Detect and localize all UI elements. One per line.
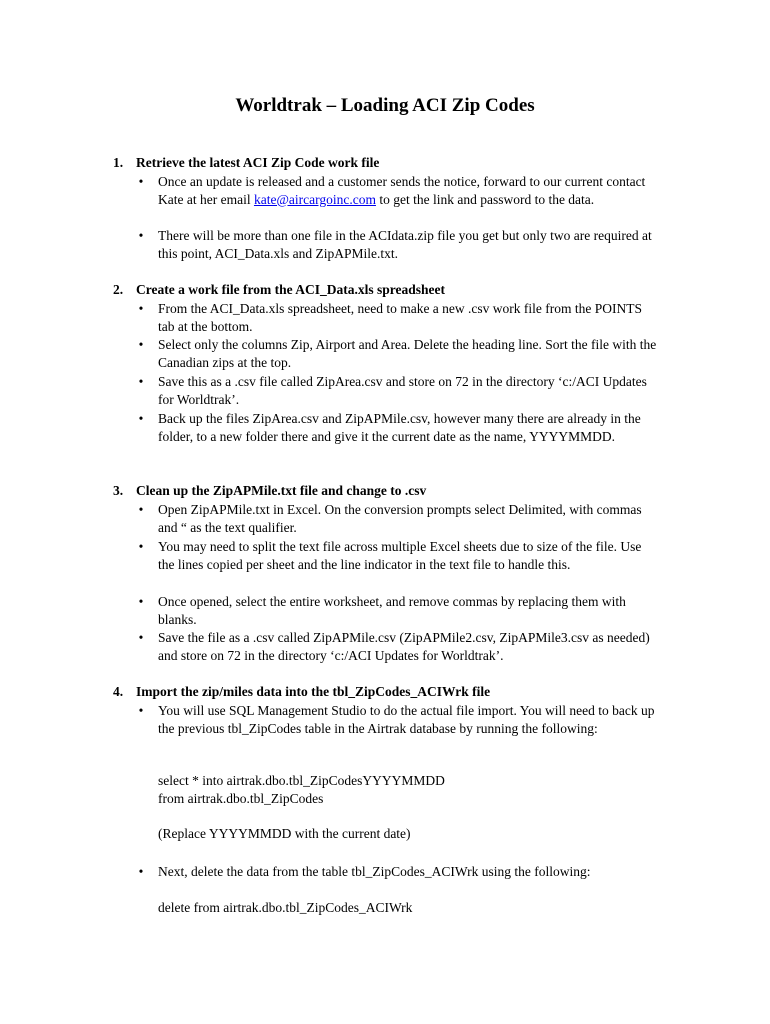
section-heading: [113, 482, 713, 500]
bullet-icon: •: [138, 174, 144, 189]
list-item-text: Save this as a .csv file called ZipArea.csv and store on 72 in the directory ‘c:/ACI Updates for Worldtrak’.: [158, 374, 647, 407]
section-number: 4.: [113, 684, 124, 699]
list-item-text: Once opened, select the entire worksheet, and remove commas by replacing them with blanks.: [158, 594, 626, 627]
list-item: [138, 863, 658, 881]
bullet-icon: •: [138, 502, 144, 517]
list-item: [138, 173, 658, 208]
code-line: select * into airtrak.dbo.tbl_ZipCodesYYYYMMDD: [158, 773, 445, 788]
bullet-icon: •: [138, 539, 144, 554]
bullet-icon: •: [138, 337, 144, 352]
list-item: [138, 410, 658, 445]
section-heading-text: Retrieve the latest ACI Zip Code work file: [136, 155, 380, 170]
list-item: [138, 501, 658, 536]
list-item: [138, 227, 658, 262]
list-item: [138, 702, 658, 737]
bullet-icon: •: [138, 630, 144, 645]
section-heading-text: Create a work file from the ACI_Data.xls spreadsheet: [136, 282, 445, 297]
code-line: from airtrak.dbo.tbl_ZipCodes: [158, 791, 324, 806]
bullet-icon: •: [138, 228, 144, 243]
list-item: [138, 336, 658, 371]
email-link[interactable]: kate@aircargoinc.com: [253, 191, 376, 207]
list-item-text: Once an update is released and a customer sends the notice, forward to our current contact Kate at her email: [158, 174, 646, 207]
section-number: 3.: [113, 483, 124, 498]
list-item: [138, 629, 658, 664]
section-number: 2.: [113, 282, 124, 297]
list-item-text: Next, delete the data from the table tbl_ZipCodes_ACIWrk using the following:: [158, 864, 591, 879]
list-item-text: Back up the files ZipArea.csv and ZipAPMile.csv, however many there are already in the folder, to a new folder there and give it the current date as the name, YYYYMMDD.: [158, 411, 641, 444]
document-title: Worldtrak – Loading ACI Zip Codes: [235, 95, 535, 116]
section-heading-text: Import the zip/miles data into the tbl_ZipCodes_ACIWrk file: [136, 684, 491, 699]
section-heading: [113, 683, 713, 701]
bullet-icon: •: [138, 864, 144, 879]
list-item-text: You will use SQL Management Studio to do the actual file import. You will need to back up the previous tbl_ZipCodes table in the Airtrak database by running the following:: [158, 703, 655, 736]
section-heading: [113, 154, 713, 172]
bullet-icon: •: [138, 594, 144, 609]
section-heading-text: Clean up the ZipAPMile.txt file and change to .csv: [136, 483, 427, 498]
bullet-icon: •: [138, 374, 144, 389]
list-item-text: Select only the columns Zip, Airport and Area. Delete the heading line. Sort the file with the Canadian zips at the top.: [158, 337, 657, 370]
list-item-text: There will be more than one file in the ACIdata.zip file you get but only two are required at this point, ACI_Data.xls and ZipAPMile.txt.: [158, 228, 652, 261]
list-item: [138, 593, 658, 628]
list-item-text: You may need to split the text file across multiple Excel sheets due to size of the file. Use the lines copied per sheet and the line indicator in the text file to handle this.: [158, 539, 642, 572]
list-item: [138, 538, 658, 573]
list-item: [138, 300, 658, 335]
list-item-text: Save the file as a .csv called ZipAPMile.csv (ZipAPMile2.csv, ZipAPMile3.csv as needed) and store on 72 in the directory ‘c:/ACI Updates for Worldtrak’.: [158, 630, 650, 663]
list-item-text: to get the link and password to the data.: [375, 191, 595, 207]
section-heading: [113, 281, 713, 299]
bullet-icon: •: [138, 301, 144, 316]
list-item-text: From the ACI_Data.xls spreadsheet, need to make a new .csv work file from the POINTS tab at the bottom.: [158, 301, 643, 334]
bullet-icon: •: [138, 703, 144, 718]
note-text: (Replace YYYYMMDD with the current date): [158, 826, 411, 841]
bullet-icon: •: [138, 411, 144, 426]
list-item: [138, 373, 658, 408]
list-item-text: Open ZipAPMile.txt in Excel. On the conversion prompts select Delimited, with commas and “ as the text qualifier.: [158, 502, 642, 535]
code-line: delete from airtrak.dbo.tbl_ZipCodes_ACIWrk: [158, 900, 413, 915]
section-number: 1.: [113, 155, 124, 170]
